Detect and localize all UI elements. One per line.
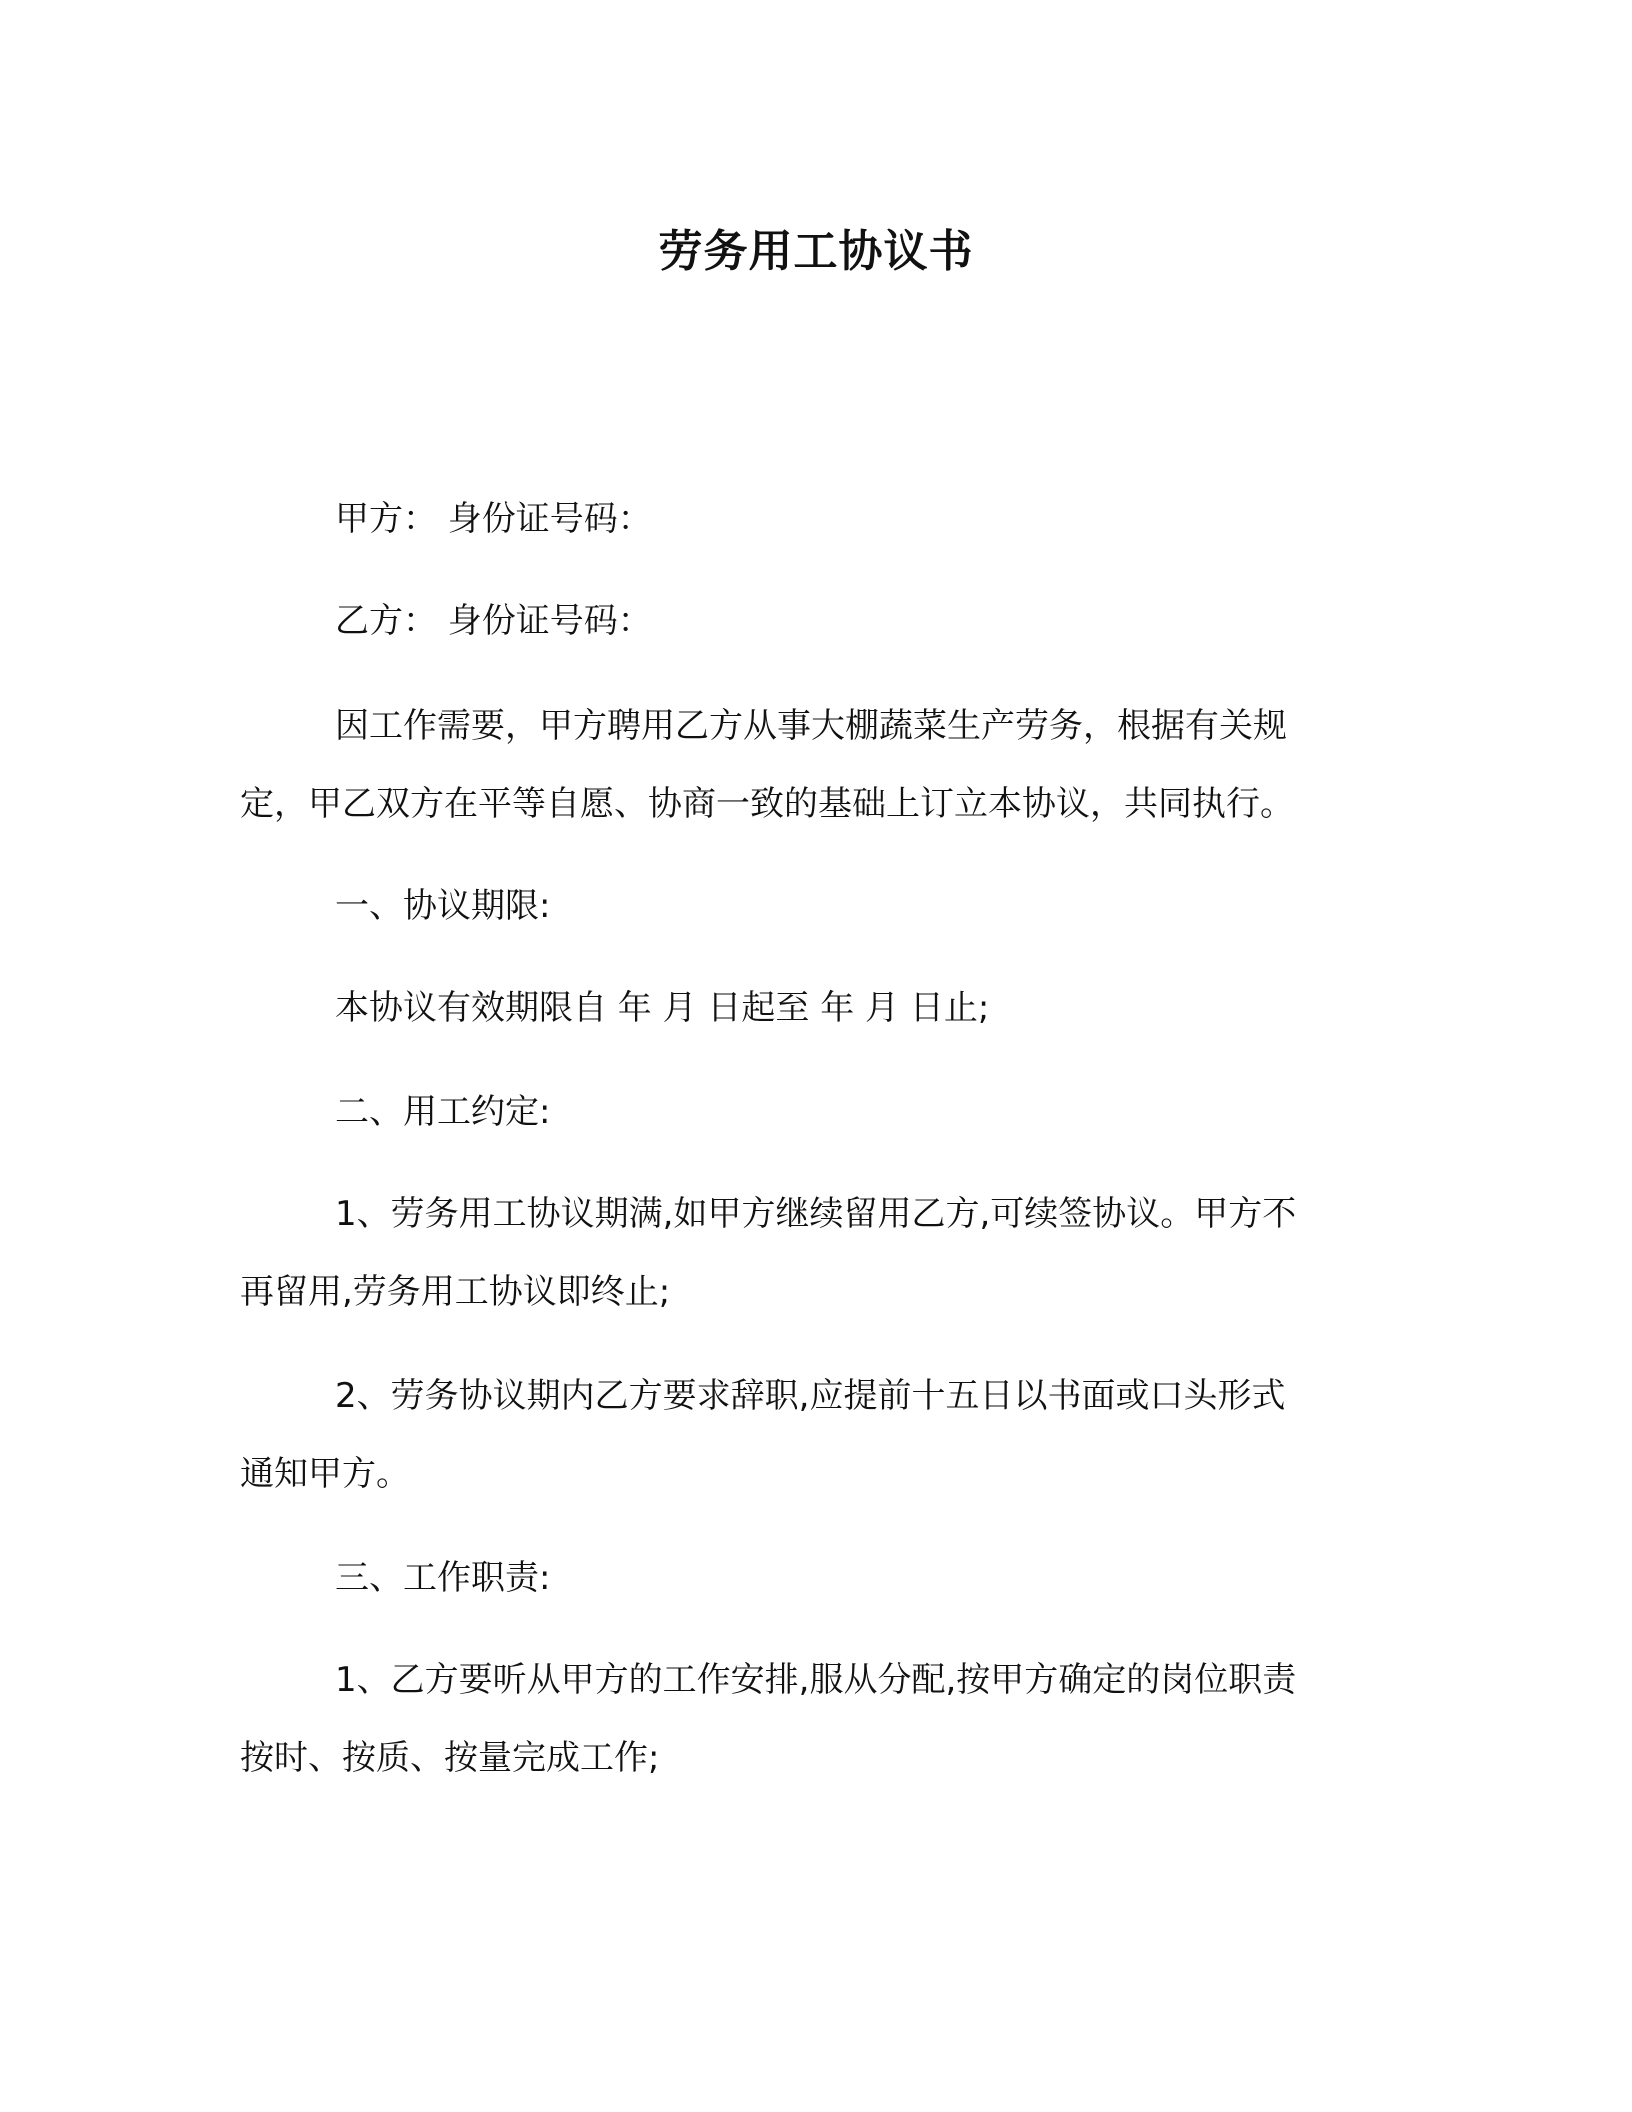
section-1-heading: 一、协议期限: (335, 886, 551, 926)
section-2-item-1-line-2: 再留用,劳务用工协议即终止; (240, 1272, 671, 1312)
party-b-line: 乙方： 身份证号码： (335, 601, 652, 641)
intro-paragraph-line-2: 定，甲乙双方在平等自愿、协商一致的基础上订立本协议，共同执行。 (240, 784, 1294, 824)
section-2-heading: 二、用工约定: (335, 1092, 551, 1132)
section-3-item-1-line-2: 按时、按质、按量完成工作; (240, 1738, 660, 1778)
intro-paragraph-line-1: 因工作需要，甲方聘用乙方从事大棚蔬菜生产劳务，根据有关规 (335, 706, 1287, 746)
document-title: 劳务用工协议书 (658, 226, 974, 277)
section-2-item-2-line-1: 2、劳务协议期内乙方要求辞职,应提前十五日以书面或口头形式 (335, 1376, 1286, 1416)
section-3-heading: 三、工作职责: (335, 1558, 551, 1598)
party-a-line: 甲方： 身份证号码： (335, 499, 652, 539)
section-1-text: 本协议有效期限自 年 月 日起至 年 月 日止; (335, 988, 990, 1028)
section-2-item-1-line-1: 1、劳务用工协议期满,如甲方继续留用乙方,可续签协议。甲方不 (335, 1194, 1297, 1234)
section-3-item-1-line-1: 1、乙方要听从甲方的工作安排,服从分配,按甲方确定的岗位职责 (335, 1660, 1297, 1700)
section-2-item-2-line-2: 通知甲方。 (240, 1454, 410, 1494)
